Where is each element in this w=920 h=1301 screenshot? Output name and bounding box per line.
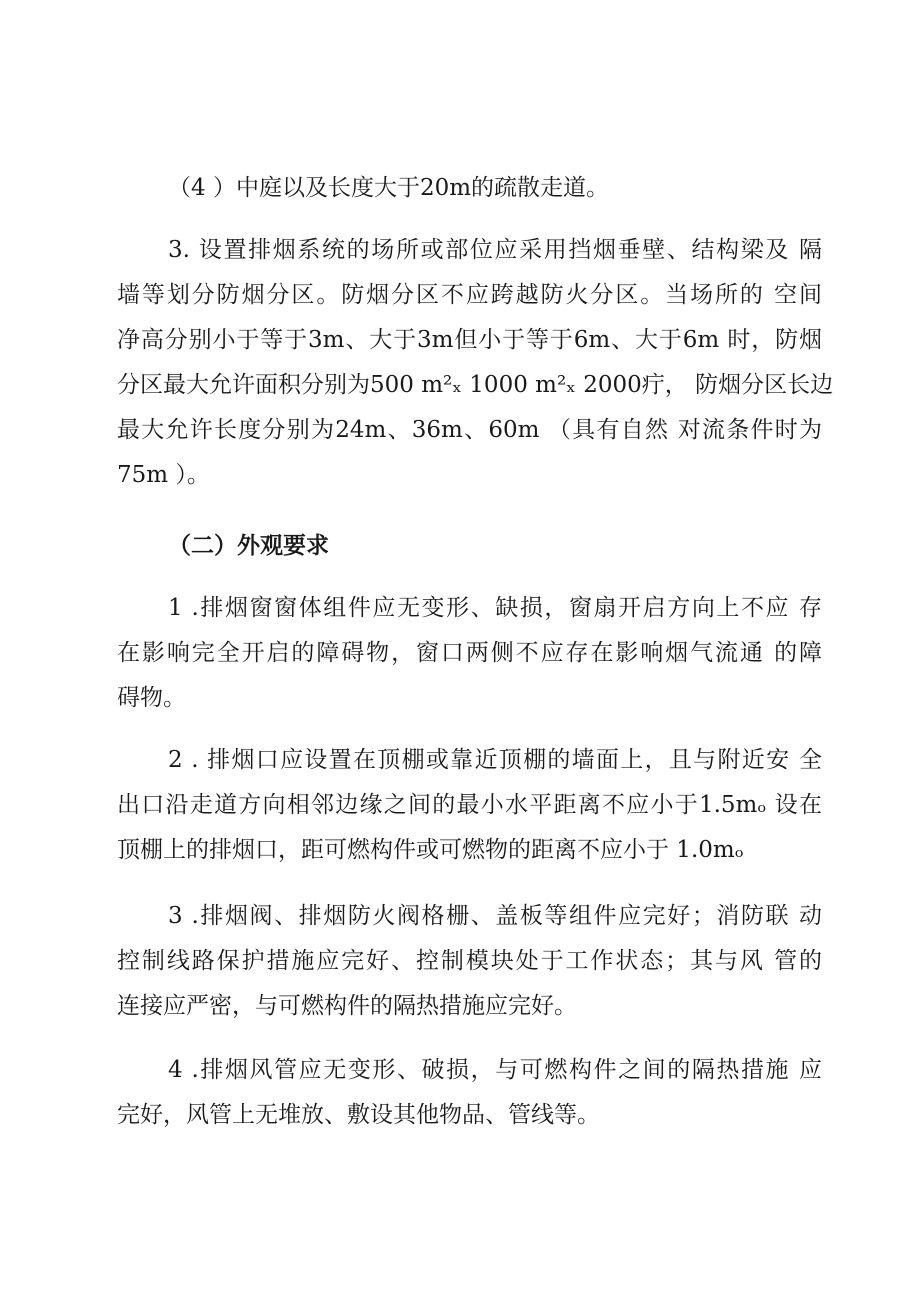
paragraph-atrium-corridor	[117, 166, 822, 211]
paragraph-smoke-zones	[117, 228, 834, 498]
text-line: 3 .排烟阀、排烟防火阀格栅、盖板等组件应完好；消防联 动	[168, 903, 822, 929]
text-line: 75m ）。	[117, 462, 210, 488]
text-line: 顶棚上的排烟口，距可燃构件或可燃物的距离不应小于 1.0mₒ	[117, 837, 744, 863]
text-line: 在影响完全开启的障碍物，窗口两侧不应存在影响烟气流通 的障	[117, 640, 822, 666]
section-heading: （二）外观要求	[168, 533, 329, 559]
text-line: 出口沿走道方向相邻边缘之间的最小水平距离不应小于1.5mₒ 设在	[117, 792, 822, 818]
text-line: 2 . 排烟口应设置在顶棚或靠近顶棚的墙面上，且与附近安 全	[168, 747, 822, 773]
text-line: 分区最大允许面积分别为500 m²ₓ 1000 m²ₓ 2000疔， 防烟分区长边	[117, 372, 834, 398]
paragraph-smoke-outlet	[117, 738, 822, 873]
text-line: 碍物。	[117, 685, 186, 711]
paragraph-smoke-window	[117, 586, 822, 721]
paragraph-smoke-valve	[117, 894, 822, 1029]
text-line: 最大允许长度分别为24m、36m、60m （具有自然 对流条件时为	[117, 417, 822, 443]
paragraph-smoke-duct	[117, 1048, 822, 1138]
text-line: 墙等划分防烟分区。防烟分区不应跨越防火分区。当场所的 空间	[117, 282, 822, 308]
text-line: 3. 设置排烟系统的场所或部位应采用挡烟垂壁、结构梁及 隔	[168, 237, 822, 263]
text-line: 完好，风管上无堆放、敷设其他物品、管线等。	[117, 1102, 600, 1128]
text-line: 1 .排烟窗窗体组件应无变形、缺损，窗扇开启方向上不应 存	[168, 595, 822, 621]
text-line: 控制线路保护措施应完好、控制模块处于工作状态；其与风 管的	[117, 948, 822, 974]
text-line: 4 .排烟风管应无变形、破损，与可燃构件之间的隔热措施 应	[168, 1057, 822, 1083]
text-line: 连接应严密，与可燃构件的隔热措施应完好。	[117, 993, 577, 1019]
text-line: 净高分别小于等于3m、大于3m但小于等于6m、大于6m 时，防烟	[117, 327, 822, 353]
text-line: （4 ）中庭以及长度大于20m的疏散走道。	[168, 175, 610, 201]
